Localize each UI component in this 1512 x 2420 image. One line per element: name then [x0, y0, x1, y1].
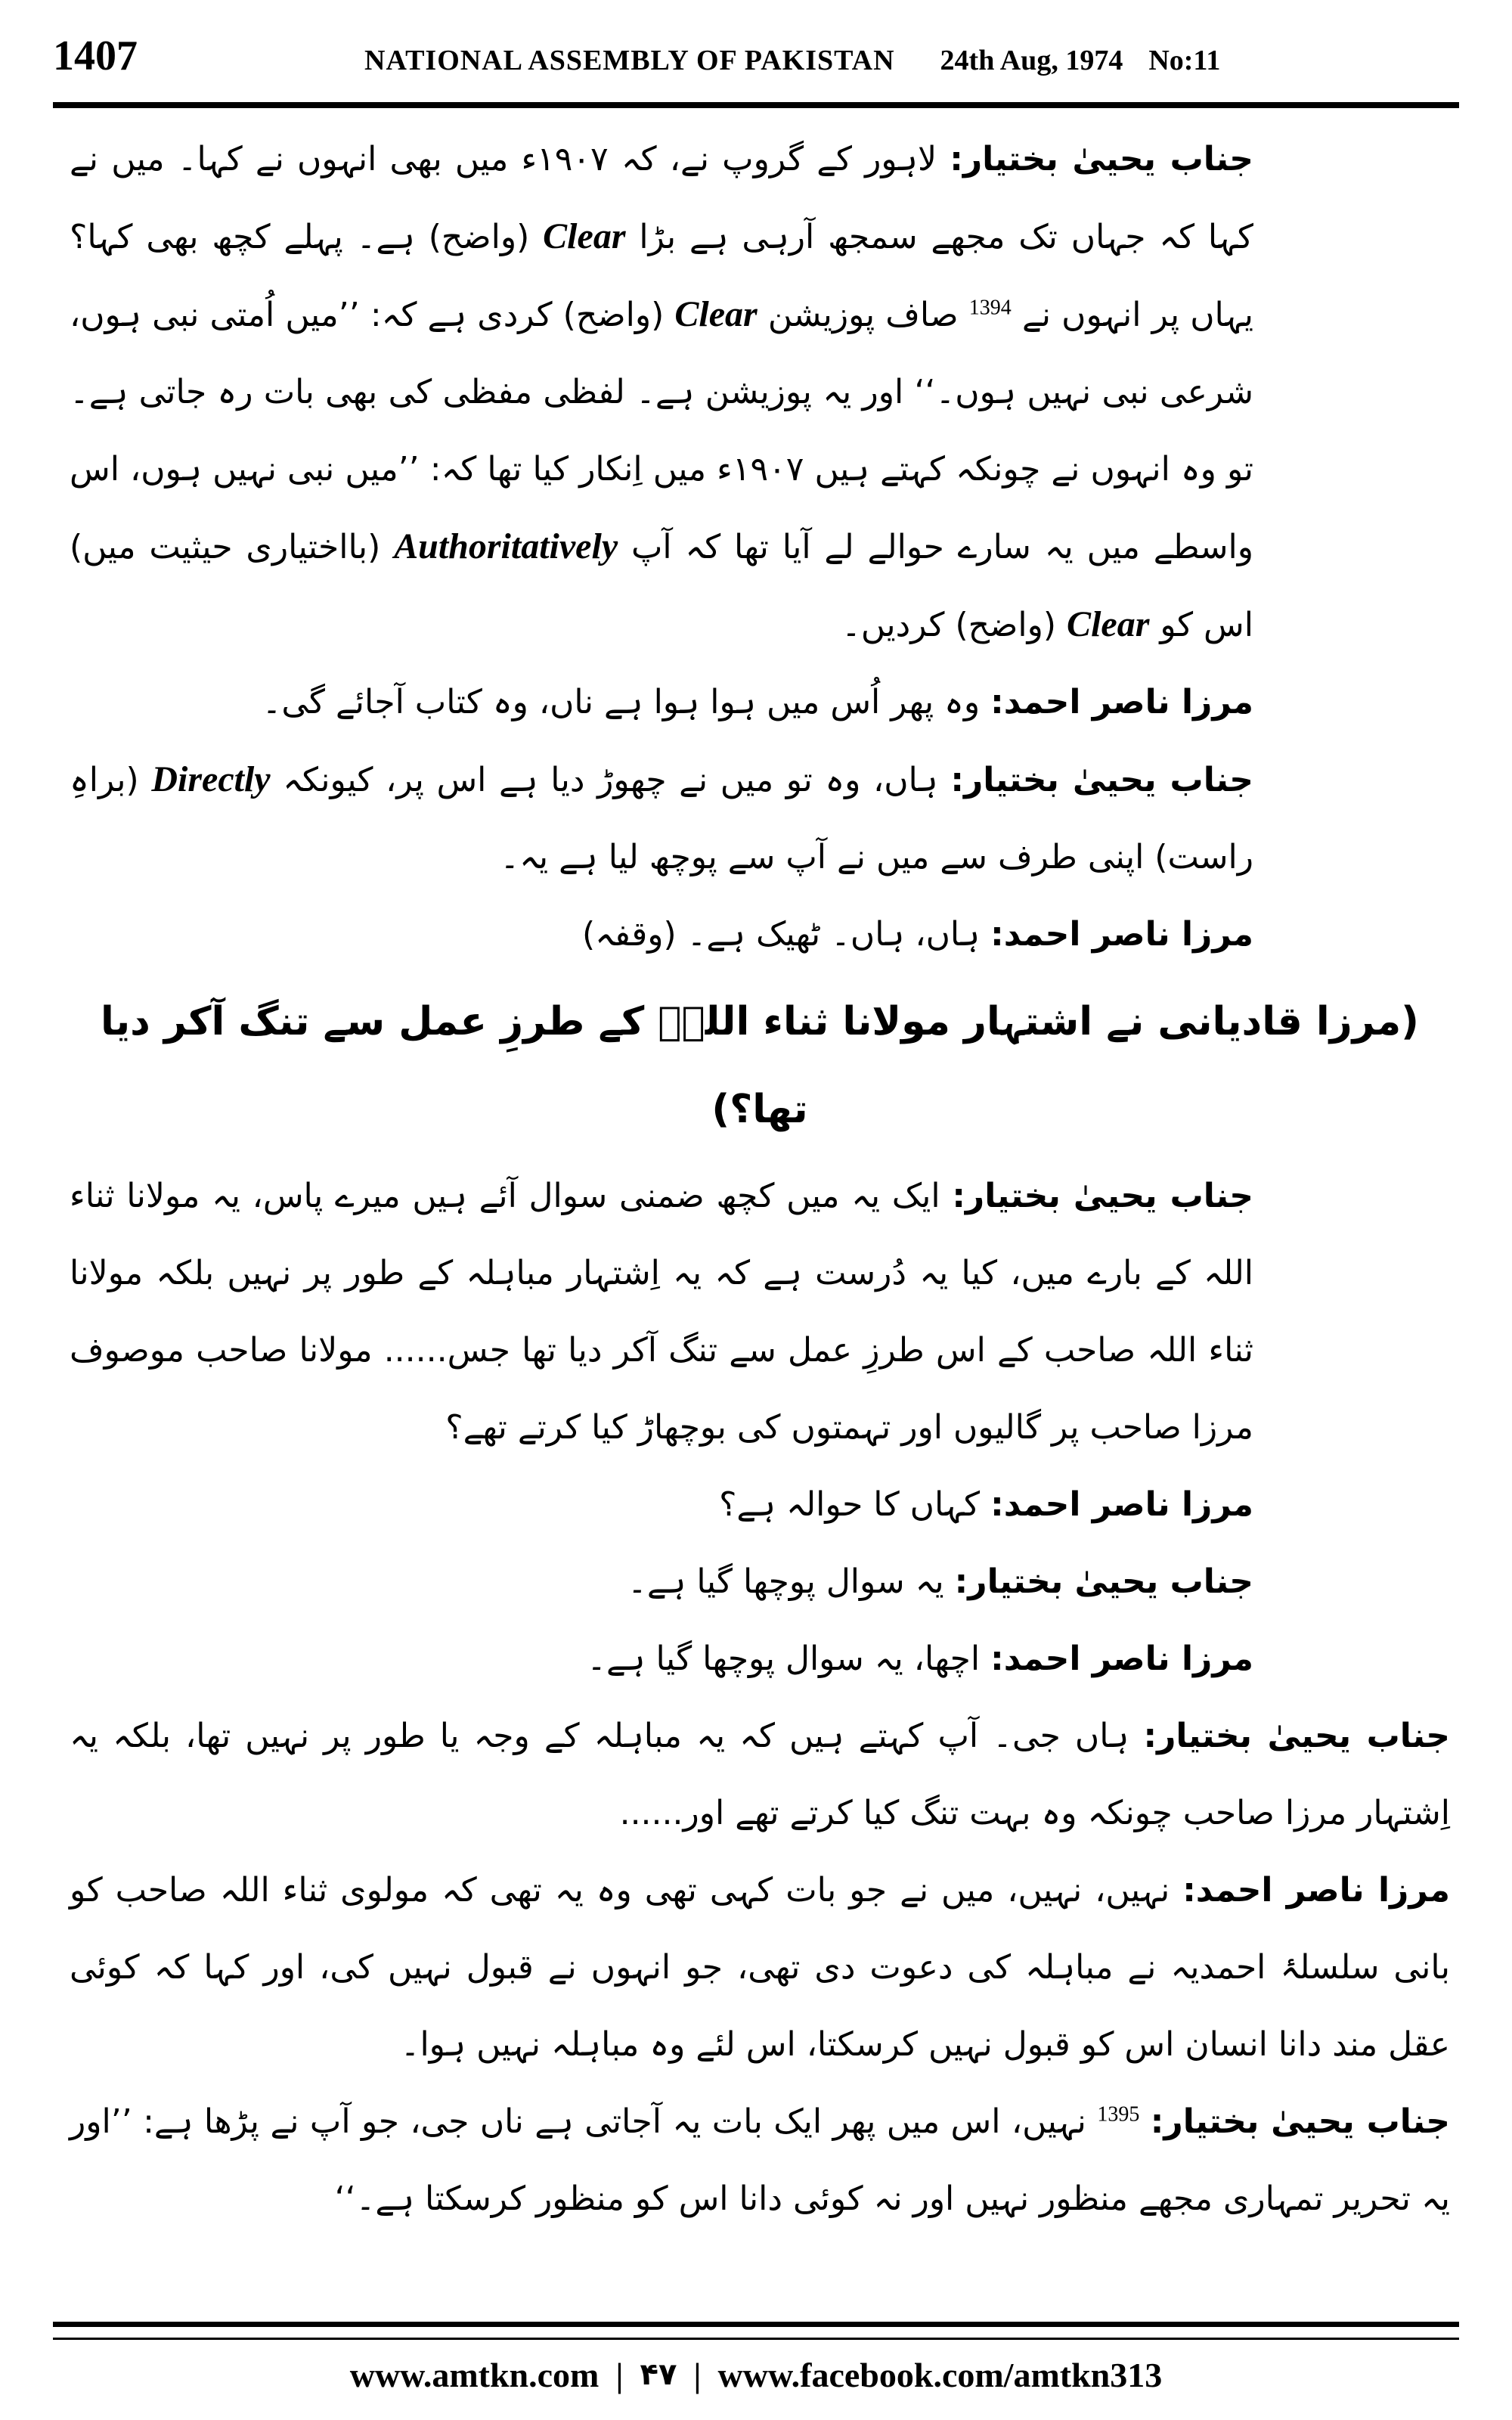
english-term: Clear — [674, 294, 758, 334]
english-term: Authoritatively — [394, 526, 618, 566]
paragraph-4 — [70, 896, 1450, 973]
speech-text: ہاں، ہاں۔ ٹھیک ہے۔ (وقفہ) — [581, 915, 981, 954]
paragraph-1 — [70, 121, 1450, 664]
english-term: Directly — [151, 759, 271, 799]
section-heading: (مرزا قادیانی نے اشتہار مولانا ثناء اللہؒ کے طرزِ عمل سے تنگ آکر دیا تھا؟) — [101, 999, 1419, 1132]
footer-separator: | — [693, 2355, 702, 2394]
speech-text: (براہِ راست) اپنی طرف سے میں نے آپ سے پوچھ لیا ہے یہ۔ — [70, 761, 1253, 876]
speaker-label: جناب یحییٰ بختیار: — [950, 140, 1253, 178]
speech-text: ہاں، وہ تو میں نے چھوڑ دیا ہے اس پر، کیونکہ — [283, 761, 938, 799]
speaker-label: مرزا ناصر احمد: — [990, 683, 1253, 721]
speech-text: (بااختیاری حیثیت میں) اس کو — [70, 528, 1253, 644]
english-term: Clear — [543, 216, 626, 256]
speaker-label: مرزا ناصر احمد: — [990, 1640, 1253, 1678]
speaker-label: جناب یحییٰ بختیار: — [1143, 1717, 1450, 1755]
speaker-label: جناب یحییٰ بختیار: — [1150, 2102, 1450, 2141]
english-term: Clear — [1067, 604, 1150, 644]
footnote-marker: 1395 — [1097, 2102, 1140, 2127]
speaker-label: مرزا ناصر احمد: — [990, 1485, 1253, 1524]
speech-text: ہاں جی۔ آپ کہتے ہیں کہ یہ مباہلہ کے وجہ یا طور پر نہیں تھا، بلکہ یہ اِشتہار مرزا صاحب چونکہ وہ بہت تنگ کیا کرتے تھے اور...... — [70, 1717, 1450, 1832]
speech-text: اچھا، یہ سوال پوچھا گیا ہے۔ — [587, 1640, 981, 1678]
paragraph-2 — [70, 664, 1450, 741]
speaker-label: جناب یحییٰ بختیار: — [952, 1177, 1253, 1215]
footer-facebook-link[interactable]: www.facebook.com/amtkn313 — [717, 2355, 1163, 2394]
paragraph-7 — [70, 1544, 1450, 1621]
speaker-label: مرزا ناصر احمد: — [990, 915, 1253, 954]
paragraph-10 — [70, 1852, 1450, 2083]
speech-text: (واضح) ہے۔ پہلے کچھ بھی کہا؟ یہاں پر انہوں نے — [70, 218, 1253, 334]
paragraph-3 — [70, 741, 1450, 896]
footer-separator: | — [615, 2355, 624, 2394]
paragraph-8 — [70, 1621, 1450, 1698]
speech-text: صاف پوزیشن — [767, 296, 959, 334]
speech-text: وہ پھر اُس میں ہوا ہوا ہے ناں، وہ کتاب آجائے گی۔ — [262, 683, 981, 721]
header-issue: No:11 — [1148, 45, 1221, 76]
paragraph-9 — [70, 1698, 1450, 1852]
speech-text: (واضح) کردیں۔ — [841, 606, 1057, 644]
page-header — [53, 32, 1459, 92]
speech-text: ایک یہ میں کچھ ضمنی سوال آئے ہیں میرے پاس، یہ مولانا ثناء اللہ کے بارے میں، کیا یہ دُرست ہے کہ یہ اِشتہار مباہلہ کے طور پر نہیں بلکہ مولانا ثناء اللہ صاحب کے اس طرزِ عمل سے تنگ آکر دیا تھا جس...... مولانا صاحب موصوف مرزا صاحب پر گالیوں اور تہمتوں کی بوچھاڑ کیا کرتے تھے؟ — [70, 1177, 1253, 1447]
paragraph-11 — [70, 2083, 1450, 2238]
header-rule — [53, 102, 1459, 108]
paragraph-6 — [70, 1466, 1450, 1544]
page-number: 1407 — [53, 33, 138, 79]
speech-text: نہیں، اس میں پھر ایک بات یہ آجاتی ہے ناں جی، جو آپ نے پڑھا ہے: ’’اور یہ تحریر تمہاری مجھے منظور نہیں اور نہ کوئی دانا اس کو منظور کرسکتا ہے۔‘‘ — [70, 2102, 1450, 2218]
speech-text: کہاں کا حوالہ ہے؟ — [719, 1485, 981, 1524]
footer-page-mark: ۴۷ — [640, 2357, 677, 2392]
footer-rule — [53, 2322, 1459, 2340]
paragraph-5 — [70, 1158, 1450, 1466]
speaker-label: جناب یحییٰ بختیار: — [950, 761, 1253, 799]
speech-text: یہ سوال پوچھا گیا ہے۔ — [627, 1562, 944, 1601]
speaker-label: جناب یحییٰ بختیار: — [954, 1562, 1253, 1601]
speech-text: نہیں، نہیں، میں نے جو بات کہی تھی وہ یہ تھی کہ مولوی ثناء اللہ صاحب کو بانی سلسلۂ احمدیہ نے مباہلہ کی دعوت دی تھی، جو انہوں نے قبول نہیں کی، اور کہا کہ کوئی عقل مند دانا انسان اس کو قبول نہیں کرسکتا، اس لئے وہ مباہلہ نہیں ہوا۔ — [70, 1871, 1450, 2064]
header-date: 24th Aug, 1974 — [940, 45, 1123, 76]
transcript-body — [70, 121, 1450, 2238]
page-footer — [53, 2344, 1459, 2405]
speech-text: لاہور کے گروپ نے، کہ ۱۹۰۷ء میں بھی انہوں نے کہا۔ میں نے کہا کہ جہاں تک مجھے سمجھ آرہی ہے بڑا — [70, 140, 1253, 256]
speech-text: (واضح) کردی ہے کہ: ’’میں اُمتی نبی ہوں، شرعی نبی نہیں ہوں۔‘‘ اور یہ پوزیشن ہے۔ لفظی مفظی کی بھی بات رہ جاتی ہے۔ تو وہ انہوں نے چونکہ کہتے ہیں ۱۹۰۷ء میں اِنکار کیا تھا کہ: ’’میں نبی نہیں ہوں، اس واسطے میں یہ سارے حوالے لے آیا تھا کہ آپ — [70, 296, 1254, 566]
speaker-label: مرزا ناصر احمد: — [1182, 1871, 1450, 1910]
footer-website-link[interactable]: www.amtkn.com — [349, 2355, 600, 2394]
header-title: NATIONAL ASSEMBLY OF PAKISTAN — [364, 45, 895, 76]
footnote-marker: 1394 — [968, 296, 1012, 320]
